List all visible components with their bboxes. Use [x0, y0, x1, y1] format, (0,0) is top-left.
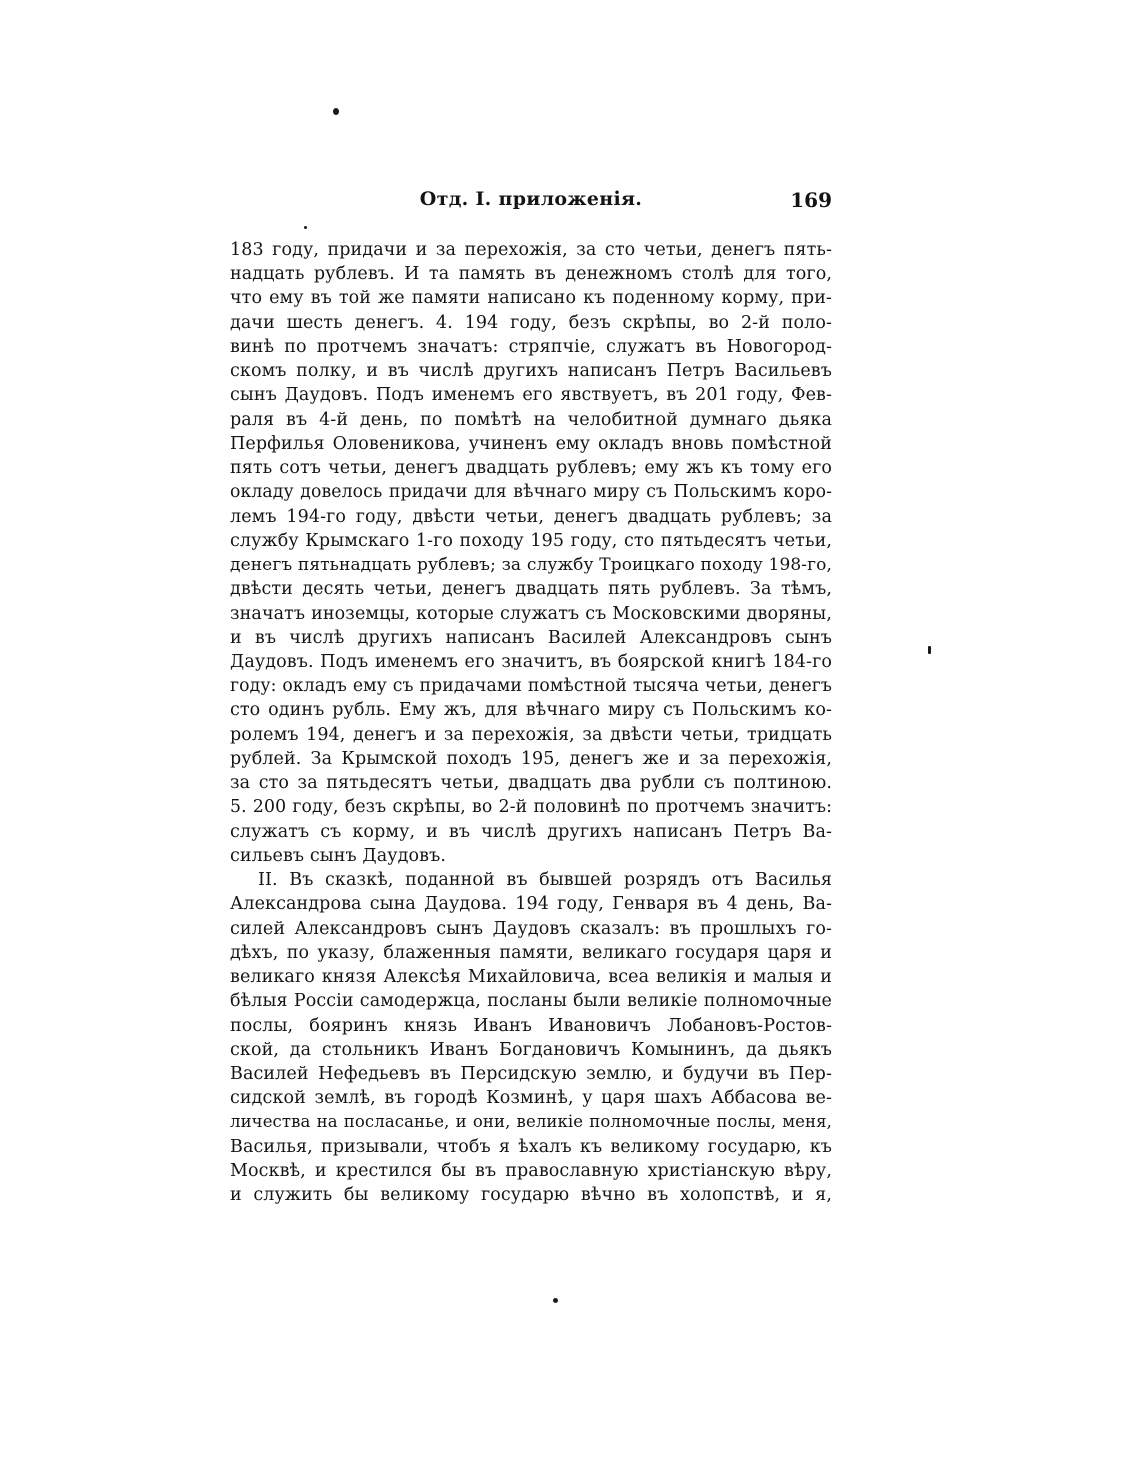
text-line: великаго князя Алексѣя Михайловича, всеа великія и малыя и: [230, 967, 832, 988]
text-line: и въ числѣ другихъ написанъ Василей Александровъ сынъ: [230, 627, 832, 648]
text-line: раля въ 4-й день, по помѣтѣ на челобитной думнаго дьяка: [230, 409, 832, 430]
text-line: послы, бояринъ князь Иванъ Ивановичъ Лобановъ-Ростов-: [230, 1015, 832, 1036]
text-line: силей Александровъ сынъ Даудовъ сказалъ: въ прошлыхъ го-: [230, 918, 832, 939]
text-line: службу Крымскаго 1-го походу 195 году, сто пятьдесятъ четьи,: [230, 530, 832, 551]
text-line: Василей Нефедьевъ въ Персидскую землю, и будучи въ Пер-: [230, 1063, 832, 1084]
text-line: 183 году, придачи и за перехожія, за сто четьи, денегъ пять-: [230, 240, 832, 260]
text-line: дачи шесть денегъ. 4. 194 году, безъ скрѣпы, во 2-й поло-: [230, 312, 832, 333]
text-line: сынъ Даудовъ. Подъ именемъ его явствуетъ, въ 201 году, Фев-: [230, 385, 832, 406]
text-line: надцать рублевъ. И та память въ денежномъ столѣ для того,: [230, 264, 832, 285]
body-text: [230, 238, 832, 1207]
text-line: денегъ пятьнадцать рублевъ; за службу Троицкаго походу 198-го,: [230, 555, 832, 576]
text-line: сильевъ сынъ Даудовъ.: [230, 845, 447, 866]
text-line: за сто за пятьдесятъ четьи, двадцать два рубли съ полтиною.: [230, 773, 832, 794]
text-line: году: окладъ ему съ придачами помѣстной тысяча четьи, денегъ: [230, 676, 832, 697]
ink-speck: [304, 226, 307, 229]
text-line: сто одинъ рубль. Ему жъ, для вѣчнаго миру съ Польскимъ ко-: [230, 700, 832, 721]
paragraph-2: [230, 868, 832, 1207]
ink-speck: [928, 646, 931, 654]
text-line: лемъ 194-го году, двѣсти четьи, денегъ двадцать рублевъ; за: [230, 506, 832, 527]
text-line: ролемъ 194, денегъ и за перехожія, за двѣсти четьи, тридцать: [230, 724, 832, 745]
text-line: 5. 200 году, безъ скрѣпы, во 2-й половинѣ по протчемъ значитъ:: [230, 797, 832, 818]
text-line: двѣсти десять четьи, денегъ двадцать пять рублевъ. За тѣмъ,: [230, 579, 832, 600]
text-line: Даудовъ. Подъ именемъ его значитъ, въ боярской книгѣ 184-го: [230, 651, 832, 672]
ink-speck: [333, 108, 339, 115]
text-line: пять сотъ четьи, денегъ двадцать рублевъ; ему жъ къ тому его: [230, 458, 832, 479]
text-line: ской, да стольникъ Иванъ Богдановичъ Комынинъ, да дьякъ: [230, 1039, 832, 1060]
text-line: сидской землѣ, въ городѣ Козминѣ, у царя шахъ Аббасова ве-: [230, 1088, 832, 1109]
text-line: Александрова сына Даудова. 194 году, Генваря въ 4 день, Ва-: [230, 894, 832, 915]
text-line: окладу довелось придачи для вѣчнаго миру съ Польскимъ коро-: [230, 482, 832, 503]
paragraph-1: [230, 238, 832, 868]
text-line: рублей. За Крымской походъ 195, денегъ же и за перехожія,: [230, 748, 832, 769]
text-line: Перфилья Оловеникова, учиненъ ему окладъ вновь помѣстной: [230, 433, 832, 454]
ink-speck: [553, 1298, 558, 1303]
text-line: бѣлыя Россіи самодержца, посланы были великіе полномочные: [230, 991, 832, 1012]
text-line: служатъ съ корму, и въ числѣ другихъ написанъ Петръ Ва-: [230, 821, 832, 842]
running-title: Отд. I. приложенія.: [419, 188, 643, 210]
text-line: значатъ иноземцы, которые служатъ съ Московскими дворяны,: [230, 603, 832, 624]
text-line: Василья, призывали, чтобъ я ѣхалъ къ великому государю, къ: [230, 1136, 832, 1157]
text-line: винѣ по протчемъ значатъ: стряпчіе, служатъ въ Новогород-: [230, 336, 832, 357]
text-line: личества на посласанье, и они, великіе полномочные послы, меня,: [230, 1112, 832, 1132]
text-line: и служить бы великому государю вѣчно въ холопствѣ, и я,: [230, 1185, 832, 1206]
text-line: скомъ полку, и въ числѣ другихъ написанъ Петръ Васильевъ: [230, 361, 832, 382]
text-line: II. Въ сказкѣ, поданной въ бывшей розрядъ отъ Василья: [258, 870, 832, 891]
text-line: дѣхъ, по указу, блаженныя памяти, великаго государя царя и: [230, 942, 832, 963]
page-header: [230, 188, 832, 218]
page-number: 169: [790, 188, 832, 212]
text-line: Москвѣ, и крестился бы въ православную христіанскую вѣру,: [230, 1160, 832, 1181]
text-line: что ему въ той же памяти написано къ поденному корму, при-: [230, 288, 832, 309]
